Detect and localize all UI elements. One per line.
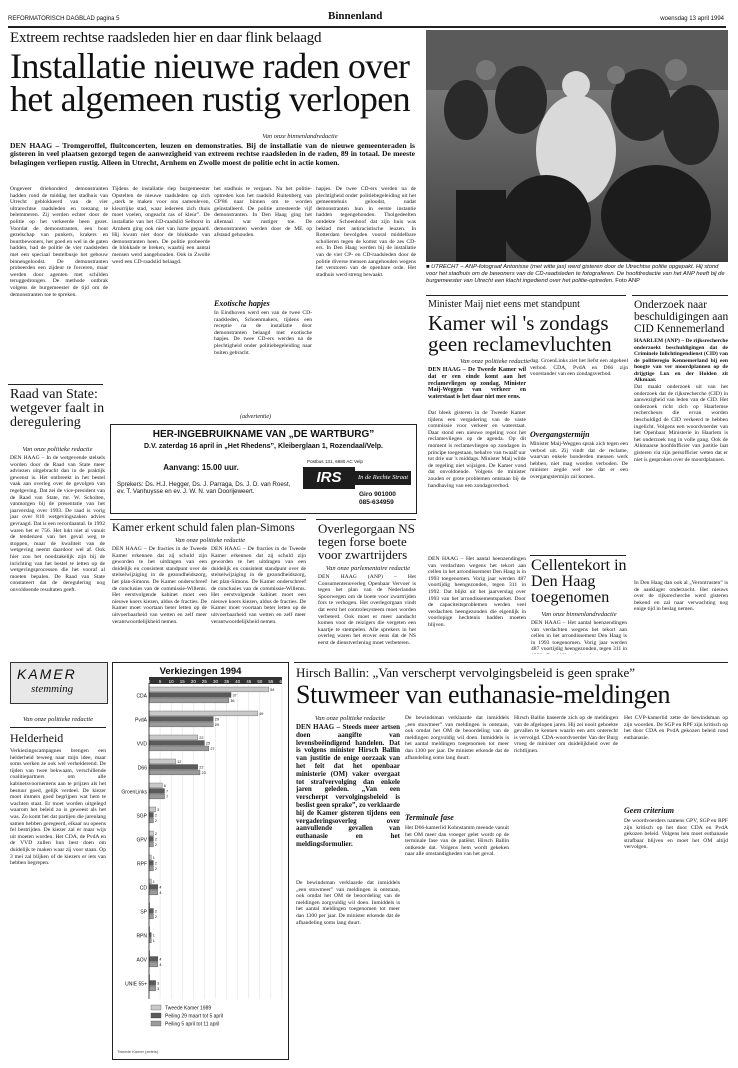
raad-byline: Van onze politieke redactie bbox=[22, 446, 93, 453]
election-chart-svg bbox=[113, 663, 288, 1059]
maij-text: Dat bleek gisteren in de Tweede Kamer tijdens een vergadering van de vaste commissie voor verkeer en waterstaat. Daar stond een nieuwe regeling voor het reclamevliegen op de agenda. Op dit moment is reclamevliegen op zondagen in principe toegestaan, behalve van twaalf uur tot drie uur 's middags. Minister Maij wilde de regeling niet wijzigen. De Kamer vond dat onvoldoende. Volgens de minister zouden er grote problemen ontstaan bij de handhaving van een zondagsverbod. bbox=[428, 410, 526, 489]
chart-tick-label: 55 bbox=[268, 679, 274, 684]
chart-category-label: VVD bbox=[136, 741, 147, 748]
chart-legend-swatch bbox=[151, 1021, 161, 1026]
chart-bar bbox=[149, 861, 153, 866]
cellen-text-left: DEN HAAG – Het aantal heenzendingen van verdachten wegens het tekort aan cellen in het arrondissement Den Haag is in 1993 toegenomen. Vorig jaar werden 487 voortijdig heengezonden, tegen 311 in 1992. Dat blijkt uit het jaarverslag over 1993 van het arrondissementsparket. Door de capaciteitsproblemen werden veel verdachten heengezonden die eigenlijk in voorlopige hechtenis hadden moeten blijven. bbox=[428, 556, 526, 628]
maij-kicker: Minister Maij niet eens met standpunt bbox=[428, 299, 580, 310]
chart-bar bbox=[149, 914, 153, 919]
chart-bar bbox=[149, 698, 229, 703]
chart-tick-label: 25 bbox=[201, 679, 207, 684]
chart-bar-value: 12 bbox=[177, 760, 182, 765]
chart-bar bbox=[149, 789, 165, 794]
ad-giro: Giro 901000 bbox=[359, 491, 396, 498]
chart-bar bbox=[149, 741, 204, 746]
main-col-1: Ongeveer driehonderd demonstranten hadden rond de middag het stadhuis van Utrecht geblokkeerd van de vier ultrarechtse raadsleden en toezang te belemmeren. Zij werden echter door de politie op het verkeerde been gezet. Voordat de demonstranten, een bont gezelschap van punkers, krakers en buurtbewoners, het goed en wel in de gaten hadden, had de politie de vier raadsleden met een speciaal bestelbusje het gebouw binnengeloodst. De demonstranten probeerden een zijdeur te forceren, maar werden door agenten met schilden teruggedrongen. De methode ontbrak volgens de burgemeester de tijd om de demonstranten toe te spreken. bbox=[10, 186, 108, 298]
chart-bar-value: 1 bbox=[152, 880, 155, 885]
election-chart bbox=[112, 662, 289, 1060]
ad-title: HER-INGEBRUIKNAME VAN „DE WARTBURG” bbox=[152, 429, 375, 440]
chart-bar-value: 1 bbox=[152, 939, 155, 944]
maij-byline: Van onze politieke redactie bbox=[460, 358, 530, 365]
chart-bar bbox=[149, 957, 158, 962]
chart-bar-value: 2 bbox=[154, 819, 158, 824]
kamer-logo bbox=[10, 662, 108, 704]
ad-contact bbox=[359, 491, 415, 507]
cellen-byline: Van onze binnenlandredactie bbox=[541, 611, 617, 618]
chart-bar bbox=[149, 783, 162, 788]
ns-headline: Overlegorgaan NS tegen forse boete voor zwartrijders bbox=[318, 521, 415, 562]
photo-marker-icon: ■ bbox=[426, 264, 432, 270]
raad-text: DEN HAAG – In de wetgevende stelsels worden door de Raad van State meer adviezen uitgebracht dan in de praktijk gewenst is. Het ontbreekt in het bestel vaak aan overleg over de gevolgen van regelgeving. Dat zei de vice-president van de Raad van State, mr. W. Scholten, vanmorgen bij de presentatie van het jaarverslag over 1993. De raad is vorig jaar over 810 wetgevingszaken advies gevraagd. Dat is een recordaantal. In 1992 waren het er 756. Het lukt niet al vanuit de tendenzen van het geval weg te stoppen, maar de kwaliteit van de wetgeving neemt daardoor wel af. Ook hier zou het noodzakelijk zijn bij de inrichting van het bestel te letten op de wetgevingsprocessen die het vooraf al moeten bepalen. De Raad van State constateert dat de deregulering nog onvoldoende resultaten geeft. bbox=[10, 455, 105, 593]
chart-bar bbox=[149, 866, 153, 871]
chart-source-note: Tweede Kamer (zetels) bbox=[117, 1049, 159, 1054]
hirsch-subhead-2: Geen criterium bbox=[624, 806, 674, 815]
chart-category-label: GroenLinks bbox=[121, 789, 147, 796]
hirsch-text-1: De bewindsman verklaarde dat inmiddels „een stuwmeer” van meldingen is ontstaan, ook omdat het OM de beoordeling van de meldingen zorgvuldig wil doen. Inmiddels is het aantal meldingen toegenomen tot meer dan 1300 per jaar. De minister erkende dat de afhandeling soms lang duurt. bbox=[296, 880, 400, 926]
chart-bar-value: 22 bbox=[199, 736, 204, 741]
chart-bar bbox=[149, 831, 153, 836]
chart-legend-label: Tweede Kamer 1989 bbox=[165, 1005, 212, 1012]
hirsch-text-4: Hirsch Ballin baseerde zich op de meldingen van de afgelopen jaren. Hij zei nooit geboekte gevallen te kennen waarin een arts onterecht is vervolgd. CDA-woordvoerder Van der Burg vroeg de minister om duidelijkheid over de richtlijnen. bbox=[514, 715, 618, 754]
chart-legend-swatch bbox=[151, 1005, 161, 1010]
chart-bar-value: 7 bbox=[166, 795, 169, 800]
cid-text: Dat maakt onderzoek uit van het onderzoek dat de rijksrecherche (CID) in aanwezigheid van leden van de CID. Het onderzoek richt zich op Haarlemse rechercheurs die ervan worden beschuldigd de CID verkeerd te hebben ingelicht. Volgens een woordvoerder van het Openbaar Ministerie in Haarlem is het onderzoek nog in volle gang. Ook de Alkmaarse hoofdofficier van justitie laat gisteren via zijn persofficier weten dat er niet is gesproken over de moordplannen. bbox=[634, 384, 728, 463]
main-lead: DEN HAAG – Tromgeroffel, fluitconcerten, leuzen en demonstraties. Bij de installatie van de nieuwe gemeenteraden is gisteren in veel plaatsen gezorgd tegen de aanwezigheid van extreem rechtse raadsleden in de raden, 89 in totaal. De meeste belagingen verliepen rustig. Alleen in Utrecht, Arnhem en Zwolle moest de politie echt in actie komen. bbox=[10, 141, 415, 167]
ad-speakers: Sprekers: Ds. H.J. Hegger, Ds. J. Parraga, Ds. J. D. van Roest, ev. T. Vanhuysse en ev. J. W. N. van Doorijeweert. bbox=[117, 481, 291, 496]
chart-bar bbox=[149, 981, 156, 986]
news-photo-image bbox=[426, 30, 728, 262]
chart-tick-label: 30 bbox=[212, 679, 219, 684]
chart-bar bbox=[149, 746, 209, 751]
ad-logo: IRS bbox=[303, 467, 355, 489]
kamer-logo-top: KAMER bbox=[17, 666, 77, 682]
kamer-text: Verkiezingscampagnes brengen een helderheid teweeg naar mijn idee, maar soms werken ze ook wel verhelderend. De tijden van twee bekwaam, verschillende coalitiepartners om alle kabinetsvoornemens aan te prijzen als het bestuur goed, gelijk verdeel. De kiezer moet immers goed begrijpen wat hem te wachten staat. Er moet worden uitgelegd waarom het beleid zo is geweest als het was. Zo komt het dat partijen die jarenlang samen hebben geregeerd, elkaar nu opeens fel bestrijden. De kiezer zal er maar wijs uit moeten worden. Het CDA, de PvdA en de VVD zullen hun best doen om duidelijk te maken waar zij voor staan. Op 3 mei zal blijken of de kiezers er iets van hebben begrepen. bbox=[10, 748, 106, 867]
main-headline: Installatie nieuwe raden over het algemeen rustig verlopen bbox=[10, 46, 411, 119]
main-col-2: Tijdens de installatie riep burgemeester Opstelten de nieuwe raadsleden op zich „sterk te maken voor ons samenleven, kleurrijke stad, waar iedereen zich thuis moet voelen, ongeacht ras of kleur”. De installatie van het CD-raadslid Selhorst in Arnhem ging ook niet van harte gepaard. Hij kwam niet door de blokkade van demonstranten heen. De politie probeerde de blokkade te breken, waarbij een aantal mensen werd aangehouden. Ook in Zwolle werd een CD-raadslid belaagd. bbox=[112, 186, 210, 265]
chart-bar-value: 2 bbox=[154, 843, 158, 848]
raad-headline: Raad van State: wetgever faalt in deregulering bbox=[10, 387, 105, 430]
chart-bar-value: 2 bbox=[154, 832, 158, 837]
chart-tick-label: 15 bbox=[179, 679, 185, 684]
kamer-title: Helderheid bbox=[10, 731, 64, 745]
main-col-4: hapjes. De twee CD-ers werden na de plechtigheid onder politiebegeleiding uit het gemeentehuis geloodst, nadat demonstranten hun in eerste instantie hadden tegengehouden. Tholgedeelten ontdekte Schoenhoof dat zijn huis was beklad met antiracistische leuzen. In Rotterdam bevolgden vooral middelbare scholieren tegen de komst van de zes CD-ers. In Den Haag werden bij de installatie van de vier CP- en CD-raadsleden door de politie diverse mensen aangehouden wegens het verstoren van de openbare orde. Het stadhuis werd streng bewaakt. bbox=[316, 186, 416, 278]
chart-bar-value: 37 bbox=[232, 693, 237, 698]
chart-bar-value: 6 bbox=[163, 784, 166, 789]
chart-category-label: AOV bbox=[136, 957, 147, 964]
maij-aside: dag. GroenLinks ziet het liefst een algeheel verbod. CDA, PvdA en D66 zijn voorstander van een zondagsverbod. bbox=[530, 358, 628, 378]
ad-date: D.V. zaterdag 16 april in „Het Rhedens”, Kleiberglaan 1, Rozendaal/Velp. bbox=[144, 443, 383, 450]
cellen-headline: Cellentekort in Den Haag toegenomen bbox=[531, 557, 627, 606]
main-col-3 bbox=[214, 186, 312, 378]
chart-bar bbox=[149, 885, 158, 890]
erkent-byline: Van onze politieke redactie bbox=[175, 537, 245, 544]
chart-tick-label: 50 bbox=[257, 679, 263, 684]
section-title: Binnenland bbox=[328, 10, 383, 22]
ad-label: (advertentie) bbox=[240, 414, 271, 420]
chart-bar-value: 29 bbox=[214, 717, 220, 722]
chart-bar-value: 3 bbox=[157, 987, 160, 992]
chart-category-label: RPN bbox=[136, 933, 147, 940]
chart-bar-value: 1 bbox=[152, 933, 155, 938]
chart-category-label: CDA bbox=[136, 693, 147, 700]
chart-tick-label: 20 bbox=[190, 679, 196, 684]
chart-bar bbox=[149, 813, 153, 818]
kamer-logo-bottom: stemming bbox=[31, 683, 74, 695]
chart-tick-label: 45 bbox=[246, 679, 252, 684]
hirsch-text-3: Het D66-kamerlid Kohnstamm meende vanuit het OM meer dan vroeger gelet wordt op de terminale fase van de patiënt. Hirsch Ballin ontkende dat. Volgens hem wordt gekeken naar alle omstandigheden van het geval. bbox=[405, 825, 509, 858]
chart-tick-label: 10 bbox=[168, 679, 174, 684]
chart-bar-value: 7 bbox=[166, 789, 169, 794]
chart-bar bbox=[149, 794, 165, 799]
chart-bar-value: 4 bbox=[159, 963, 162, 968]
erkent-text-2: DEN HAAG – De fracties in de Tweede Kamer erkennen dat zij schuld zijn geworden te het uitdragen van een duidelijk en consistent standpunt over de stelselwijziging in de gezondheidszorg, het plan-Simons. De Kamer onderschreef de conclusies van de commissie-Willems. Het eerstvolgende kabinet moet een nieuwe koers kiezen, aldus de fracties. De Kamer moet voortaan beter letten op de uitvoerbaarheid van wetten en zelf meer verantwoordelijkheid nemen. bbox=[211, 546, 306, 625]
ad-phone: 085-634959 bbox=[359, 499, 394, 506]
chart-bar bbox=[149, 735, 198, 740]
chart-bar-value: 2 bbox=[154, 909, 158, 914]
chart-bar bbox=[149, 986, 156, 991]
maij-col-2 bbox=[530, 358, 628, 553]
kamer-byline: Van onze politieke redactie bbox=[23, 716, 93, 723]
chart-bar bbox=[149, 722, 213, 727]
chart-bar bbox=[149, 770, 200, 775]
hirsch-text-5: Het CVP-kamerlid zette de bewindsman op zijn woorden. De SGP en RPF zijn kritisch op het door CDA en PvdA gekozen beleid rond euthanasie. bbox=[624, 715, 728, 741]
hirsch-lead: DEN HAAG – Steeds meer artsen doen aangifte van levensbeëindigend handelen. Dat is volgens minister Hirsch Ballin van justitie de enige oorzaak van het feit dat het openbaar ministerie (OM) vaker overgaat tot strafvervolging dan enkele jaren geleden. „Van een verscherpt vervolgingsbeleid is beslist geen sprake”, zo verklaarde hij de Kamer gisteren tijdens een vergaderingsoverleg over aanvullende gevallen van euthanasie en het meldingsformulier. bbox=[296, 723, 401, 848]
chart-bar bbox=[149, 711, 258, 716]
main-byline: Van onze binnenlandredactie bbox=[262, 133, 338, 140]
chart-bar-value: 2 bbox=[154, 915, 158, 920]
chart-bar bbox=[149, 962, 158, 967]
chart-bar-value: 29 bbox=[214, 723, 220, 728]
chart-bar-value: 3 bbox=[157, 808, 160, 813]
chart-bar bbox=[149, 837, 153, 842]
chart-tick-label: 0 bbox=[147, 679, 151, 684]
chart-bar-value: 3 bbox=[157, 981, 160, 986]
chart-bar bbox=[149, 842, 153, 847]
chart-legend-label: Peiling 5 april tot 11 april bbox=[165, 1021, 220, 1028]
chart-legend-swatch bbox=[151, 1013, 161, 1018]
chart-bar bbox=[149, 765, 198, 770]
chart-bar-value: 27 bbox=[210, 747, 215, 752]
chart-bar bbox=[149, 818, 153, 823]
hirsch-subhead: Terminale fase bbox=[405, 813, 454, 822]
chart-bar bbox=[149, 693, 231, 698]
chart-category-label: GPV bbox=[136, 837, 147, 844]
hirsch-col-2 bbox=[405, 715, 509, 1058]
chart-bar bbox=[149, 909, 153, 914]
main-kicker: Extreem rechtse raadsleden hier en daar flink belaagd bbox=[10, 30, 322, 46]
chart-tick-label: 35 bbox=[224, 679, 230, 684]
cid-lead: HAARLEM (ANP) – De rijksrecherche onderzoekt beschuldigingen dat de Criminele Inlichtingendienst (CID) van de politieregio Kennemerland bij een hoogte van ver moordplannen op de drijgtige Lux en der Holden zit Alkmaar. bbox=[634, 338, 729, 383]
ns-byline: Van onze parlementaire redactie bbox=[325, 565, 411, 572]
chart-bar-value: 4 bbox=[159, 891, 162, 896]
cid-text-2: In Den Haag dan ook al „Verontrusten” is de aanklager onderzocht. Het nieuws over de rijksrecherche werd gisteren bekend en zal naar verwachting nog enige tijd in beslag nemen. bbox=[634, 580, 728, 613]
chart-bar-value: 36 bbox=[230, 699, 235, 704]
cid-headline: Onderzoek naar beschuldigingen aan CID Kennemerland bbox=[634, 299, 729, 335]
maij-subhead: Overgangstermijn bbox=[530, 430, 590, 439]
main-subhead: Exotische hapjes bbox=[214, 299, 270, 308]
chart-bar bbox=[149, 687, 269, 692]
chart-tick-label: 40 bbox=[235, 679, 241, 684]
chart-bar bbox=[149, 759, 176, 764]
chart-bar-value: 25 bbox=[205, 741, 211, 746]
hirsch-text-2: De bewindsman verklaarde dat inmiddels „een stuwmeer” van meldingen is ontstaan, ook omdat het OM de beoordeling van de meldingen zorgvuldig wil doen. Inmiddels is het aantal meldingen toegenomen tot meer dan 1300 per jaar. De minister erkende dat de afhandeling soms lang duurt. bbox=[405, 715, 509, 761]
main-col-3-text: het stadhuis te vergaan. Na het politie-optreden kon het raadslid Ruitenberg van CP'86 naar binnen om te worden geïnstalleerd. De politie arresteerde vijf demonstranten. In Den Haag ging het allemaal wat rustiger toe. De demonstranten werden door de ME op afstand gehouden. bbox=[214, 186, 312, 239]
photo-caption-text: UTRECHT – ANP-fotograaf Antonisse (met witte jas) werd gisteren door de Utrechtse politie opgepakt. Hij stond voor het stadhuis om de bewoners van de CD-raadsleden te fotograferen. De hoofdredactie van het ANP heeft bij de burgemeester van Utrecht een klacht ingediend over het politie-optreden. bbox=[426, 264, 725, 284]
hirsch-col-4 bbox=[624, 715, 728, 1058]
hirsch-text-6: De woordvoerders namens GPV, SGP en RPF zijn kritisch op het door CDA en PvdA gekozen beleid. Volgens hen moet euthanasie strafbaar blijven en moet het OM altijd vervolgen. bbox=[624, 818, 728, 851]
chart-category-label: D66 bbox=[137, 765, 147, 772]
chart-title: Verkiezingen 1994 bbox=[159, 666, 242, 677]
chart-bar-value: 22 bbox=[199, 765, 204, 770]
cellen-text: DEN HAAG – Het aantal heenzendingen van verdachten wegens het tekort aan cellen in het arrondissement Den Haag is in 1993 toegenomen. Vorig jaar werden 487 voortijdig heengezonden, tegen 311 in bbox=[531, 620, 627, 653]
chart-legend-label: Peiling 29 maart tot 5 april bbox=[165, 1013, 224, 1020]
chart-bar bbox=[149, 717, 213, 722]
chart-bar-value: 2 bbox=[154, 837, 158, 842]
maij-lead: DEN HAAG – De Tweede Kamer wil dat er een einde komt aan het reclamevliegen op zondag. Minister Maij-Weggen van verkeer en waterstaat is het daar niet mee eens. bbox=[428, 367, 526, 401]
chart-bar-value: 4 bbox=[159, 885, 162, 890]
photo-credit: Foto ANP bbox=[615, 277, 640, 284]
chart-category-label: SGP bbox=[136, 813, 147, 820]
news-photo bbox=[426, 30, 728, 262]
chart-bar-value: 2 bbox=[154, 861, 158, 866]
chart-tick-label: 5 bbox=[158, 679, 162, 684]
hirsch-headline: Stuwmeer van euthanasie-meldingen bbox=[296, 680, 671, 709]
advertisement bbox=[110, 424, 417, 514]
maij-headline: Kamer wil 's zondags geen reclamevluchten bbox=[428, 311, 612, 356]
chart-bar-value: 23 bbox=[201, 771, 206, 776]
chart-category-label: PvdA bbox=[135, 717, 147, 724]
photo-caption bbox=[426, 264, 728, 284]
chart-bar-value: 4 bbox=[159, 957, 162, 962]
chart-category-label: RPF bbox=[137, 861, 147, 868]
ns-text: DEN HAAG (ANP) – Het Consumentenoverleg Openbaar Vervoer is tegen het plan van de Nederlandse Spoorwegen om de boete voor zwartrijden fors te verhogen. Het overlegorgaan vindt dat eerst het controlesysteem moet worden verbeterd. Ook moet er meer aandacht komen voor de reizigers die vergeten een kaartje te stempelen. Alle sprekers in het overleg waren het erover eens dat de NS eerst de dienstverlening moet verbeteren. bbox=[318, 574, 416, 646]
chart-bar-value: 49 bbox=[259, 712, 264, 717]
hirsch-kicker: Hirsch Ballin: „Van verscherpt vervolgingsbeleid is geen sprake” bbox=[296, 665, 635, 680]
chart-category-label: UNIE 55+ bbox=[125, 981, 147, 988]
chart-bar-value: 2 bbox=[154, 813, 158, 818]
maij-text-2: Minister Maij-Weggen sprak zich tegen een verbod uit. Zij vindt dat de reclame, waarvan enkele honderden mensen werk hebben, niet mag worden verboden. De minister zegde wel toe dat er een overgangstermijn zal komen. bbox=[530, 441, 628, 480]
chart-bar-value: 54 bbox=[270, 688, 275, 693]
main-col-3b-text: In Eindhoven werd een van de twee CD-raadsleden, Schoenmakers, tijdens een receptie na de installatie door demonstranten belaagd met exotische hapjes. De twee CD-ers werden na de plechtigheid onder politiebegeleiding naar buiten gebracht. bbox=[214, 310, 312, 356]
chart-bar-value: 1 bbox=[152, 856, 155, 861]
chart-category-label: CD bbox=[139, 885, 147, 892]
hirsch-byline: Van onze politieke redactie bbox=[315, 715, 385, 722]
chart-tick-label: 60 bbox=[279, 679, 285, 684]
erkent-headline: Kamer erkent schuld falen plan-Simons bbox=[112, 522, 295, 534]
ad-postbus: Postbus 131, 6880 AC Velp bbox=[307, 459, 363, 464]
ad-time: Aanvang: 15.00 uur. bbox=[163, 463, 239, 472]
erkent-text: DEN HAAG – De fracties in de Tweede Kamer erkennen dat zij schuld zijn geworden te het uitdragen van een duidelijk en consistent standpunt over de stelselwijziging in de gezondheidszorg, het plan-Simons. De Kamer onderschreef de conclusies van de commissie-Willems. Het eerstvolgende kabinet moet een nieuwe koers kiezen, aldus de fracties. De Kamer moet voortaan beter letten op de uitvoerbaarheid van wetten en zelf meer verantwoordelijkheid nemen. bbox=[112, 546, 207, 625]
chart-bar bbox=[149, 890, 158, 895]
paper-name: REFORMATORISCH DAGBLAD pagina 5 bbox=[8, 16, 120, 22]
page-date: woensdag 13 april 1994 bbox=[660, 16, 724, 22]
chart-bar bbox=[149, 807, 156, 812]
chart-category-label: SP bbox=[140, 909, 147, 916]
ad-logo-text: In de Rechte Straat bbox=[355, 471, 411, 485]
chart-bar-value: 2 bbox=[154, 867, 158, 872]
